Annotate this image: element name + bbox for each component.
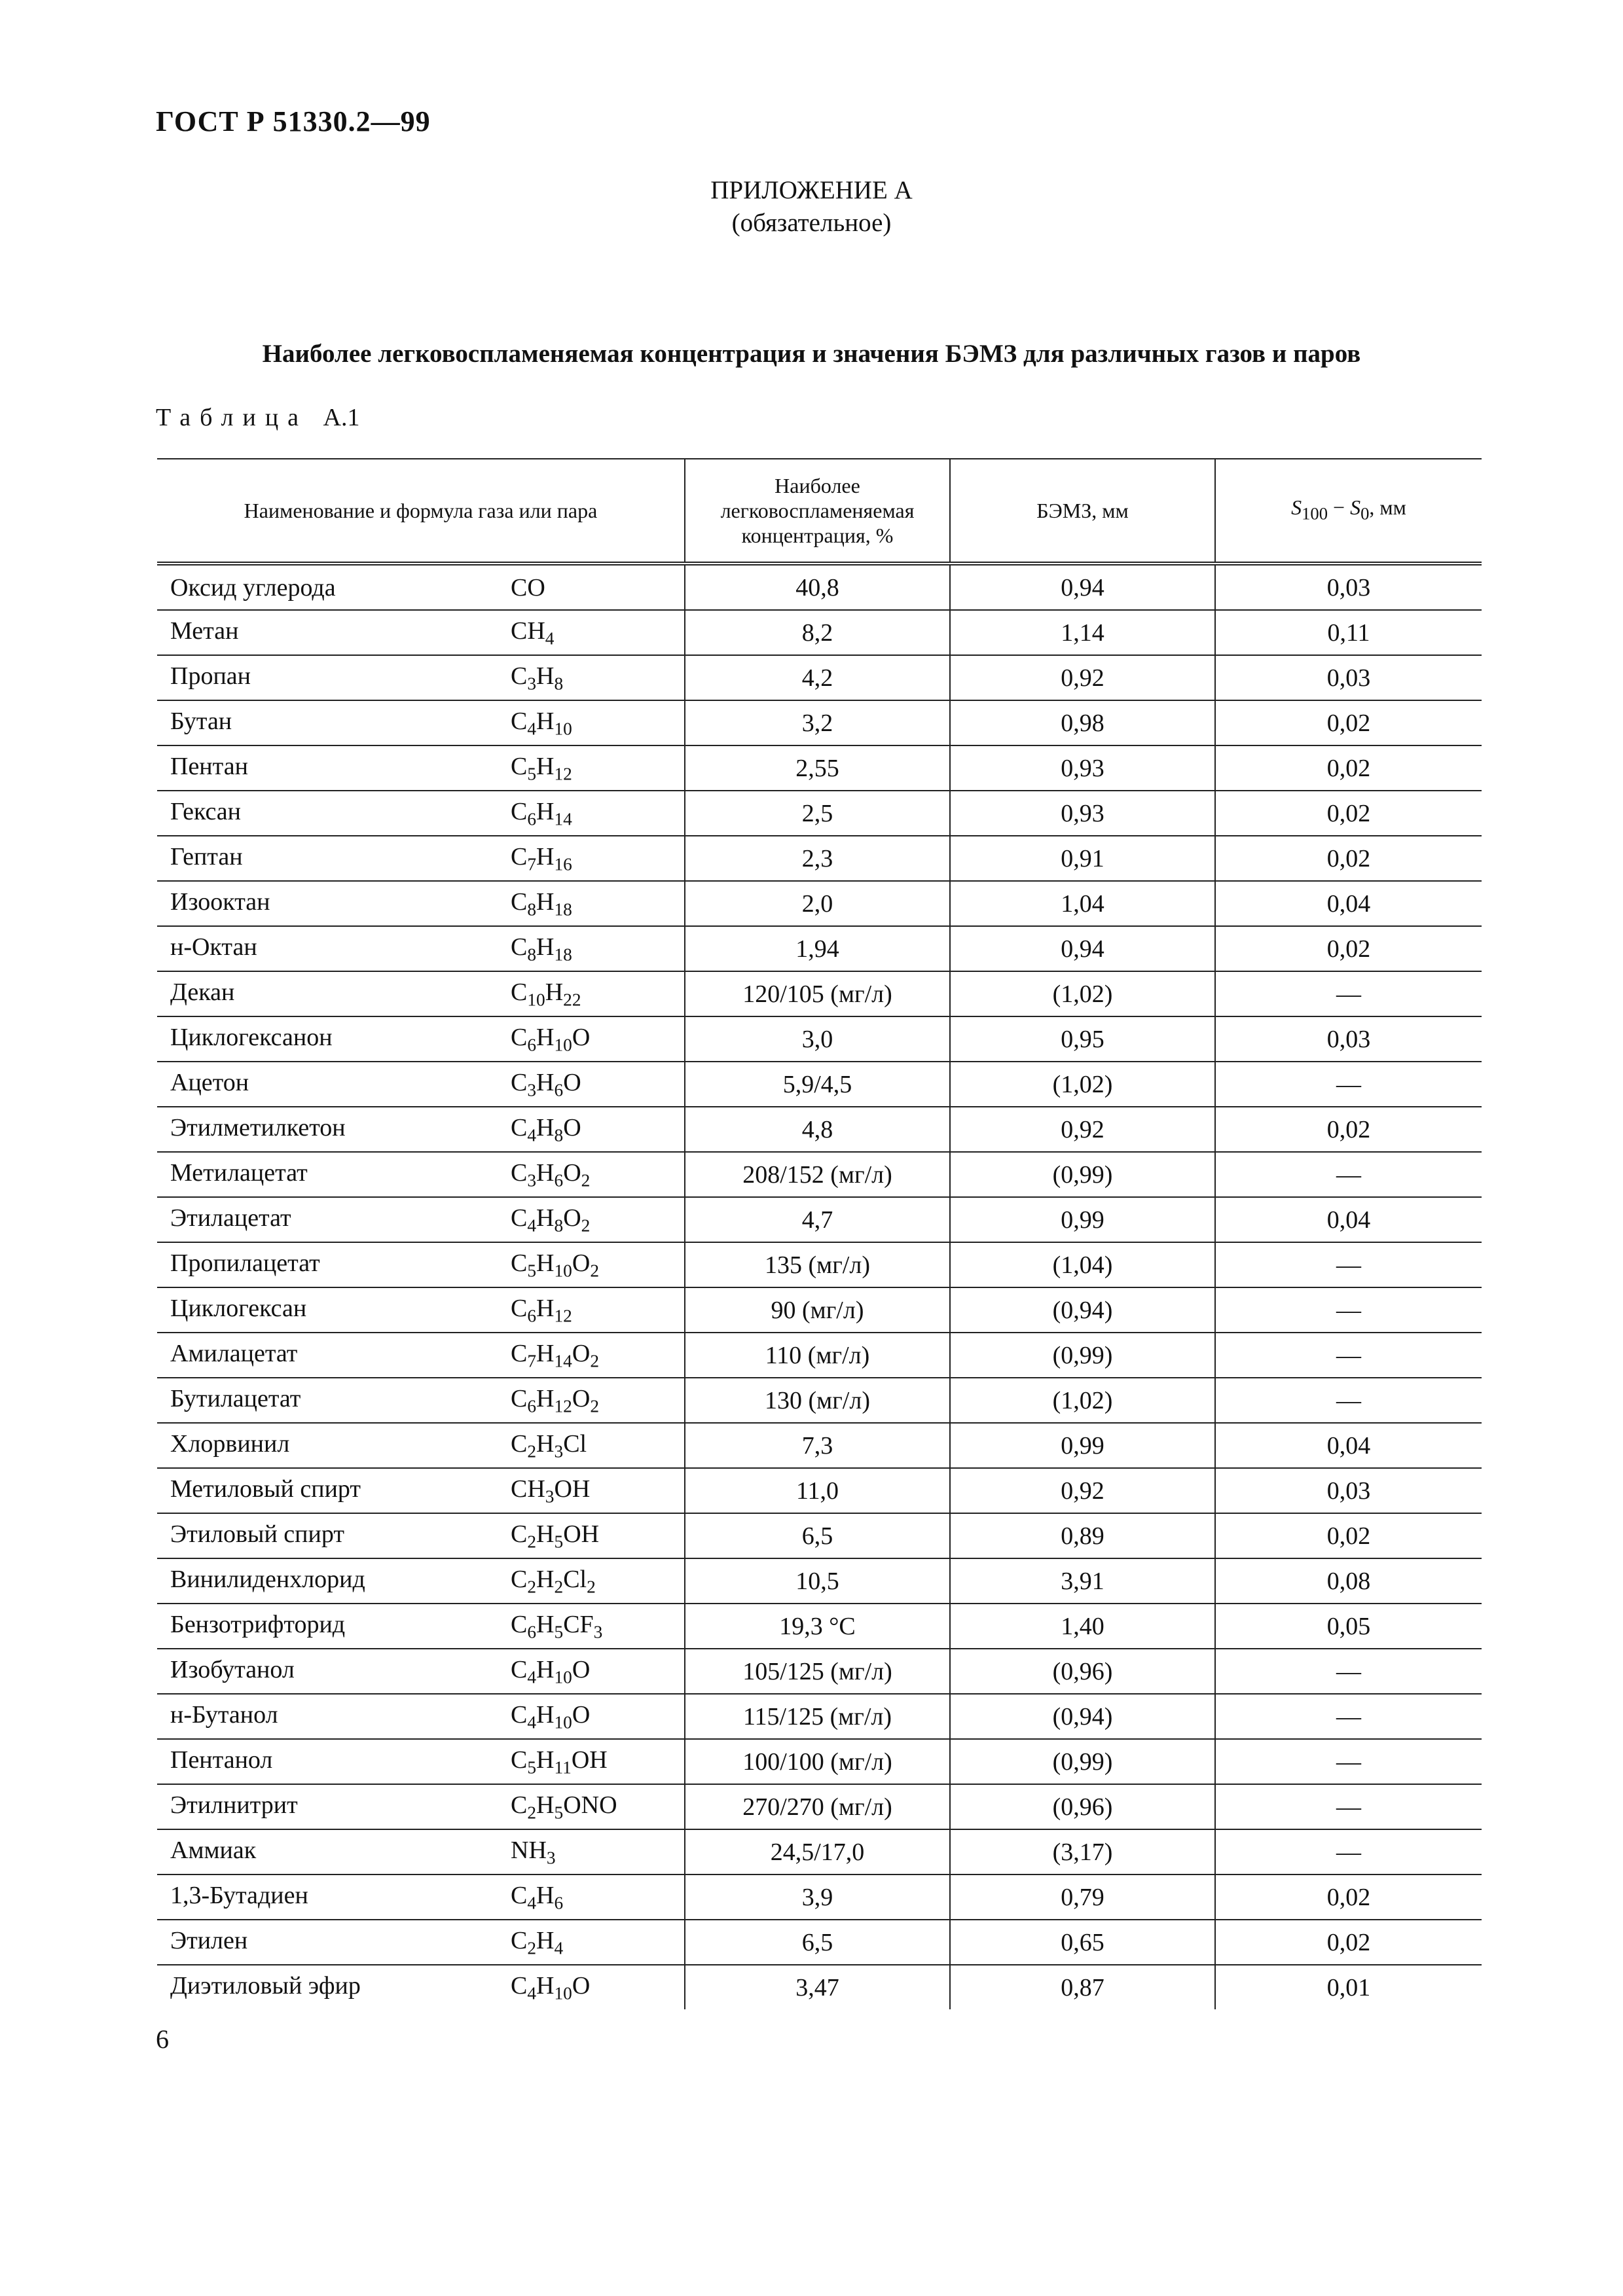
concentration-cell: 6,5 <box>685 1513 950 1558</box>
section-title: Наиболее легковоспламеняемая концентрация и значения БЭМЗ для различных газов и паров <box>262 340 1361 368</box>
substance-name: Винилиденхлорид <box>170 1565 365 1593</box>
bemz-cell: 0,93 <box>950 791 1215 836</box>
concentration-cell: 3,47 <box>685 1965 950 2009</box>
bemz-cell: (0,96) <box>950 1649 1215 1694</box>
substance-cell <box>157 1468 685 1513</box>
table-row <box>157 1694 1482 1739</box>
substance-name: Пентанол <box>170 1746 273 1774</box>
substance-name: н-Октан <box>170 933 257 961</box>
header-concentration-line1: Наиболее <box>775 474 860 497</box>
header-s-difference <box>1215 459 1482 564</box>
substance-name: Амилацетат <box>170 1339 298 1367</box>
table-row <box>157 1107 1482 1152</box>
substance-formula: $C_6H_5CF_3$ <box>511 1610 603 1642</box>
substance-name: Изооктан <box>170 888 270 916</box>
concentration-cell: 19,3 °C <box>685 1604 950 1649</box>
substance-formula: $C_4H_6$ <box>511 1881 564 1913</box>
concentration-cell: 11,0 <box>685 1468 950 1513</box>
substance-formula: $C_8H_{18}$ <box>511 933 572 965</box>
substance-cell <box>157 881 685 926</box>
table-row <box>157 1378 1482 1423</box>
s-difference-cell: — <box>1215 1242 1482 1287</box>
header-concentration <box>685 459 950 564</box>
s-difference-cell: — <box>1215 1333 1482 1378</box>
substance-name: Метиловый спирт <box>170 1475 361 1503</box>
concentration-cell: 2,55 <box>685 745 950 791</box>
substance-formula: $C_4H_8O$ <box>511 1113 581 1145</box>
bemz-cell: 0,65 <box>950 1920 1215 1965</box>
substance-name: Этилен <box>170 1926 248 1954</box>
table-row <box>157 1739 1482 1784</box>
substance-cell <box>157 1197 685 1242</box>
s-difference-cell: 0,03 <box>1215 655 1482 700</box>
substance-name: Изобутанол <box>170 1655 295 1683</box>
substance-formula: $C_4H_8O_2$ <box>511 1204 591 1236</box>
bemz-cell: (0,99) <box>950 1739 1215 1784</box>
table-row <box>157 610 1482 655</box>
substance-name: Бутан <box>170 707 232 735</box>
substance-formula: $C_2H_3Cl$ <box>511 1429 587 1462</box>
s-difference-cell: — <box>1215 1784 1482 1829</box>
bemz-cell: (1,02) <box>950 971 1215 1016</box>
substance-cell <box>157 1333 685 1378</box>
substance-formula: $C_2H_5ONO$ <box>511 1791 617 1823</box>
s-difference-cell: — <box>1215 1287 1482 1333</box>
substance-formula: $CH_4$ <box>511 617 555 649</box>
s-symbol: S <box>1291 495 1302 520</box>
substance-name: Бензотрифторид <box>170 1610 346 1638</box>
bemz-cell: (3,17) <box>950 1829 1215 1874</box>
bemz-cell: 1,14 <box>950 610 1215 655</box>
substance-cell <box>157 1513 685 1558</box>
substance-cell <box>157 1829 685 1874</box>
s-difference-cell: 0,04 <box>1215 1423 1482 1468</box>
substance-formula: $C_6H_{14}$ <box>511 797 572 829</box>
table-row <box>157 1468 1482 1513</box>
table-row <box>157 926 1482 971</box>
table-caption-number: А.1 <box>323 404 360 431</box>
substance-name: Этилацетат <box>170 1204 291 1232</box>
header-concentration-line3: концентрация, % <box>741 524 894 547</box>
substance-formula: $C_5H_{10}O_2$ <box>511 1249 599 1281</box>
bemz-cell: (1,02) <box>950 1378 1215 1423</box>
bemz-cell: (0,96) <box>950 1784 1215 1829</box>
table-row <box>157 791 1482 836</box>
concentration-cell: 2,3 <box>685 836 950 881</box>
table-row <box>157 1242 1482 1287</box>
substance-formula: $C_4H_{10}O$ <box>511 1971 591 2003</box>
substance-cell <box>157 926 685 971</box>
concentration-cell: 120/105 (мг/л) <box>685 971 950 1016</box>
substance-cell <box>157 1558 685 1604</box>
bemz-cell: (0,94) <box>950 1694 1215 1739</box>
substance-cell <box>157 1874 685 1920</box>
substance-formula: $NH_3$ <box>511 1836 556 1868</box>
concentration-cell: 3,0 <box>685 1016 950 1062</box>
substance-formula: $C_6H_{10}O$ <box>511 1023 591 1055</box>
s-difference-cell: — <box>1215 1152 1482 1197</box>
bemz-cell: 0,92 <box>950 1107 1215 1152</box>
concentration-cell: 100/100 (мг/л) <box>685 1739 950 1784</box>
substance-name: Пентан <box>170 752 248 780</box>
substance-cell <box>157 700 685 745</box>
appendix-heading <box>0 174 1623 240</box>
substance-cell <box>157 745 685 791</box>
substance-name: Пропилацетат <box>170 1249 320 1277</box>
substance-name: Этилметилкетон <box>170 1113 346 1141</box>
s-difference-cell: 0,02 <box>1215 1920 1482 1965</box>
s-difference-cell: 0,11 <box>1215 610 1482 655</box>
bemz-cell: 0,93 <box>950 745 1215 791</box>
concentration-cell: 3,9 <box>685 1874 950 1920</box>
table-row <box>157 655 1482 700</box>
table-row <box>157 1423 1482 1468</box>
s-subscript-0: 0 <box>1360 503 1370 524</box>
s-difference-cell: 0,03 <box>1215 564 1482 610</box>
bemz-cell: 1,40 <box>950 1604 1215 1649</box>
s-difference-cell: — <box>1215 1378 1482 1423</box>
bemz-cell: 0,87 <box>950 1965 1215 2009</box>
substance-formula: CO <box>511 573 545 601</box>
substance-formula: $C_2H_4$ <box>511 1926 564 1958</box>
bemz-cell: 3,91 <box>950 1558 1215 1604</box>
substance-cell <box>157 836 685 881</box>
substance-name: Метилацетат <box>170 1158 308 1187</box>
substance-name: Ацетон <box>170 1068 249 1096</box>
table-caption <box>156 403 359 432</box>
s-unit: , мм <box>1369 495 1406 520</box>
s-difference-cell: — <box>1215 971 1482 1016</box>
substance-name: Гептан <box>170 842 243 870</box>
substance-cell <box>157 1784 685 1829</box>
concentration-cell: 208/152 (мг/л) <box>685 1152 950 1197</box>
substance-cell <box>157 564 685 610</box>
table-row <box>157 1558 1482 1604</box>
s-symbol-2: S <box>1350 495 1361 520</box>
substance-name: Гексан <box>170 797 241 825</box>
bemz-cell: 1,04 <box>950 881 1215 926</box>
substance-formula: $C_4H_{10}O$ <box>511 1700 591 1732</box>
table-header-row <box>157 459 1482 564</box>
concentration-cell: 2,5 <box>685 791 950 836</box>
concentration-cell: 90 (мг/л) <box>685 1287 950 1333</box>
bemz-cell: 0,94 <box>950 564 1215 610</box>
substance-name: Пропан <box>170 662 251 690</box>
substance-formula: $C_2H_2Cl_2$ <box>511 1565 596 1597</box>
substance-cell <box>157 1739 685 1784</box>
substance-cell <box>157 1965 685 2009</box>
concentration-cell: 5,9/4,5 <box>685 1062 950 1107</box>
substance-cell <box>157 1694 685 1739</box>
s-difference-cell: — <box>1215 1062 1482 1107</box>
table-row <box>157 1649 1482 1694</box>
substance-formula: $C_6H_{12}O_2$ <box>511 1384 599 1416</box>
gas-data-table <box>157 458 1482 2009</box>
table-row <box>157 1152 1482 1197</box>
table-row <box>157 836 1482 881</box>
bemz-cell: (0,99) <box>950 1333 1215 1378</box>
s-difference-cell: 0,02 <box>1215 791 1482 836</box>
substance-cell <box>157 655 685 700</box>
bemz-cell: 0,94 <box>950 926 1215 971</box>
table-row <box>157 1062 1482 1107</box>
concentration-cell: 270/270 (мг/л) <box>685 1784 950 1829</box>
substance-formula: $CH_3OH$ <box>511 1475 591 1507</box>
s-difference-cell: 0,04 <box>1215 1197 1482 1242</box>
s-difference-cell: — <box>1215 1649 1482 1694</box>
substance-name: Аммиак <box>170 1836 257 1864</box>
bemz-cell: 0,92 <box>950 1468 1215 1513</box>
substance-name: 1,3-Бутадиен <box>170 1881 308 1909</box>
concentration-cell: 2,0 <box>685 881 950 926</box>
s-difference-cell: 0,01 <box>1215 1965 1482 2009</box>
concentration-cell: 10,5 <box>685 1558 950 1604</box>
substance-formula: $C_3H_8$ <box>511 662 564 694</box>
concentration-cell: 24,5/17,0 <box>685 1829 950 1874</box>
table-row <box>157 1333 1482 1378</box>
s-difference-cell: 0,05 <box>1215 1604 1482 1649</box>
substance-formula: $C_3H_6O$ <box>511 1068 581 1100</box>
substance-cell <box>157 1107 685 1152</box>
substance-name: Хлорвинил <box>170 1429 290 1458</box>
table-row <box>157 1829 1482 1874</box>
table-row <box>157 1197 1482 1242</box>
substance-cell <box>157 1604 685 1649</box>
s-difference-cell: 0,08 <box>1215 1558 1482 1604</box>
concentration-cell: 8,2 <box>685 610 950 655</box>
substance-formula: $C_7H_{14}O_2$ <box>511 1339 599 1371</box>
substance-formula: $C_3H_6O_2$ <box>511 1158 591 1191</box>
substance-formula: $C_8H_{18}$ <box>511 888 572 920</box>
substance-name: Декан <box>170 978 235 1006</box>
substance-cell <box>157 1423 685 1468</box>
s-difference-cell: 0,02 <box>1215 1874 1482 1920</box>
substance-formula: $C_5H_{12}$ <box>511 752 572 784</box>
substance-name: Диэтиловый эфир <box>170 1971 361 2000</box>
concentration-cell: 3,2 <box>685 700 950 745</box>
s-difference-cell: 0,02 <box>1215 836 1482 881</box>
substance-formula: $C_7H_{16}$ <box>511 842 572 874</box>
table-row <box>157 881 1482 926</box>
header-bemz: БЭМЗ, мм <box>950 459 1215 564</box>
header-name: Наименование и формула газа или пара <box>157 459 685 564</box>
appendix-title: ПРИЛОЖЕНИЕ А <box>710 176 913 204</box>
table-row <box>157 700 1482 745</box>
substance-cell <box>157 1062 685 1107</box>
substance-cell <box>157 1016 685 1062</box>
bemz-cell: 0,91 <box>950 836 1215 881</box>
substance-formula: $C_{10}H_{22}$ <box>511 978 581 1010</box>
substance-cell <box>157 791 685 836</box>
substance-cell <box>157 1242 685 1287</box>
concentration-cell: 130 (мг/л) <box>685 1378 950 1423</box>
s-difference-cell: 0,02 <box>1215 700 1482 745</box>
concentration-cell: 115/125 (мг/л) <box>685 1694 950 1739</box>
bemz-cell: (1,02) <box>950 1062 1215 1107</box>
bemz-cell: (0,94) <box>950 1287 1215 1333</box>
bemz-cell: 0,95 <box>950 1016 1215 1062</box>
s-difference-cell: — <box>1215 1829 1482 1874</box>
s-difference-cell: 0,04 <box>1215 881 1482 926</box>
substance-cell <box>157 1920 685 1965</box>
table-row <box>157 1604 1482 1649</box>
table-row <box>157 971 1482 1016</box>
table-body <box>157 564 1482 2009</box>
concentration-cell: 7,3 <box>685 1423 950 1468</box>
concentration-cell: 4,7 <box>685 1197 950 1242</box>
page-number: 6 <box>156 2024 169 2054</box>
substance-formula: $C_5H_{11}OH$ <box>511 1746 608 1778</box>
s-difference-cell: 0,03 <box>1215 1016 1482 1062</box>
concentration-cell: 1,94 <box>685 926 950 971</box>
substance-cell <box>157 1287 685 1333</box>
appendix-subtitle: (обязательное) <box>731 209 892 237</box>
concentration-cell: 110 (мг/л) <box>685 1333 950 1378</box>
substance-name: н-Бутанол <box>170 1700 278 1729</box>
bemz-cell: 0,98 <box>950 700 1215 745</box>
s-difference-cell: 0,02 <box>1215 926 1482 971</box>
bemz-cell: 0,99 <box>950 1423 1215 1468</box>
table-row <box>157 1287 1482 1333</box>
table-row <box>157 1965 1482 2009</box>
concentration-cell: 4,2 <box>685 655 950 700</box>
substance-formula: $C_4H_{10}$ <box>511 707 572 739</box>
substance-name: Оксид углерода <box>170 573 336 601</box>
substance-name: Этилнитрит <box>170 1791 298 1819</box>
table-row <box>157 1874 1482 1920</box>
bemz-cell: 0,79 <box>950 1874 1215 1920</box>
s-difference-cell: 0,02 <box>1215 1513 1482 1558</box>
table-row <box>157 564 1482 610</box>
bemz-cell: (1,04) <box>950 1242 1215 1287</box>
s-subscript-100: 100 <box>1302 503 1328 524</box>
substance-formula: $C_4H_{10}O$ <box>511 1655 591 1687</box>
substance-cell <box>157 610 685 655</box>
bemz-cell: 0,92 <box>950 655 1215 700</box>
substance-cell <box>157 1152 685 1197</box>
bemz-cell: 0,99 <box>950 1197 1215 1242</box>
table-row <box>157 1784 1482 1829</box>
substance-name: Метан <box>170 617 239 645</box>
substance-name: Бутилацетат <box>170 1384 301 1412</box>
concentration-cell: 135 (мг/л) <box>685 1242 950 1287</box>
substance-name: Циклогексан <box>170 1294 307 1322</box>
concentration-cell: 40,8 <box>685 564 950 610</box>
substance-cell <box>157 1649 685 1694</box>
header-concentration-line2: легковоспламеняемая <box>720 499 915 522</box>
table-row <box>157 1513 1482 1558</box>
document-code: ГОСТ Р 51330.2—99 <box>156 105 431 137</box>
substance-name: Этиловый спирт <box>170 1520 344 1548</box>
s-difference-cell: — <box>1215 1694 1482 1739</box>
bemz-cell: (0,99) <box>950 1152 1215 1197</box>
substance-formula: $C_2H_5OH$ <box>511 1520 600 1552</box>
bemz-cell: 0,89 <box>950 1513 1215 1558</box>
table-row <box>157 1016 1482 1062</box>
table-row <box>157 1920 1482 1965</box>
substance-cell <box>157 1378 685 1423</box>
substance-formula: $C_6H_{12}$ <box>511 1294 572 1326</box>
concentration-cell: 4,8 <box>685 1107 950 1152</box>
s-difference-cell: 0,02 <box>1215 745 1482 791</box>
substance-cell <box>157 971 685 1016</box>
s-difference-cell: 0,02 <box>1215 1107 1482 1152</box>
concentration-cell: 105/125 (мг/л) <box>685 1649 950 1694</box>
substance-name: Циклогексанон <box>170 1023 333 1051</box>
concentration-cell: 6,5 <box>685 1920 950 1965</box>
table-row <box>157 745 1482 791</box>
s-minus: − <box>1328 495 1351 520</box>
s-difference-cell: — <box>1215 1739 1482 1784</box>
table-caption-word: Таблица <box>156 404 308 431</box>
s-difference-cell: 0,03 <box>1215 1468 1482 1513</box>
